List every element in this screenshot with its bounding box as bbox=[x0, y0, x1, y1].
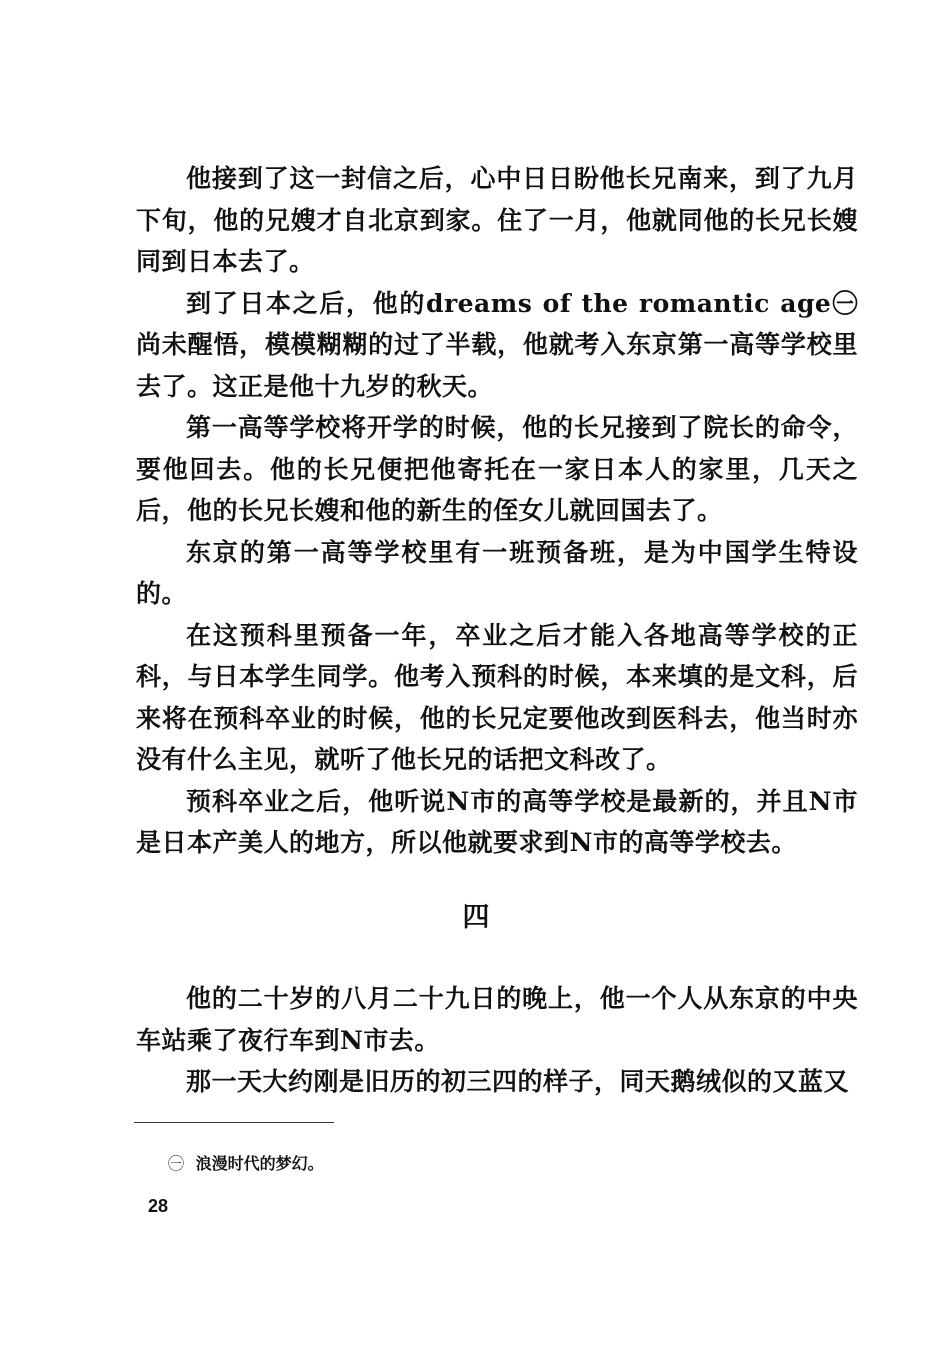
footnote-text: 浪漫时代的梦幻。 bbox=[195, 1154, 324, 1173]
section-text-block bbox=[136, 978, 858, 1103]
paragraph: 他接到了这一封信之后，心中日日盼他长兄南来，到了九月下旬，他的兄嫂才自北京到家。住了一月，他就同他的长兄长嫂同到日本去了。 bbox=[136, 164, 858, 276]
paragraph: 在这预科里预备一年，卒业之后才能入各地高等学校的正科，与日本学生同学。他考入预科的时候，本来填的是文科，后来将在预科卒业的时候，他的长兄定要他改到医科去，他当时亦没有什么主见，就听了他长兄的话把文科改了。 bbox=[136, 620, 858, 774]
footnote bbox=[168, 1152, 324, 1176]
paragraph: 预科卒业之后，他听说N市的高等学校是最新的，并且N市是日本产美人的地方，所以他就要求到N市的高等学校去。 bbox=[136, 786, 858, 857]
page-number: 28 bbox=[148, 1196, 169, 1216]
main-text-block bbox=[136, 158, 858, 864]
paragraph: 到了日本之后，他的dreams of the romantic age㊀尚未醒悟，模模糊糊的过了半载，他就考入东京第一高等学校里去了。这正是他十九岁的秋天。 bbox=[136, 288, 858, 401]
footnote-mark: ㊀ bbox=[168, 1154, 185, 1173]
footnote-divider bbox=[134, 1122, 334, 1123]
paragraph: 东京的第一高等学校里有一班预备班，是为中国学生特设的。 bbox=[136, 537, 858, 608]
paragraph: 他的二十岁的八月二十九日的晚上，他一个人从东京的中央车站乘了夜行车到N市去。 bbox=[136, 984, 858, 1055]
paragraph: 第一高等学校将开学的时候，他的长兄接到了院长的命令，要他回去。他的长兄便把他寄托在一家日本人的家里，几天之后，他的长兄长嫂和他的新生的侄女儿就回国去了。 bbox=[136, 413, 858, 525]
section-heading: 四 bbox=[462, 902, 490, 933]
paragraph: 那一天大约刚是旧历的初三四的样子，同天鹅绒似的又蓝又 bbox=[186, 1067, 850, 1096]
